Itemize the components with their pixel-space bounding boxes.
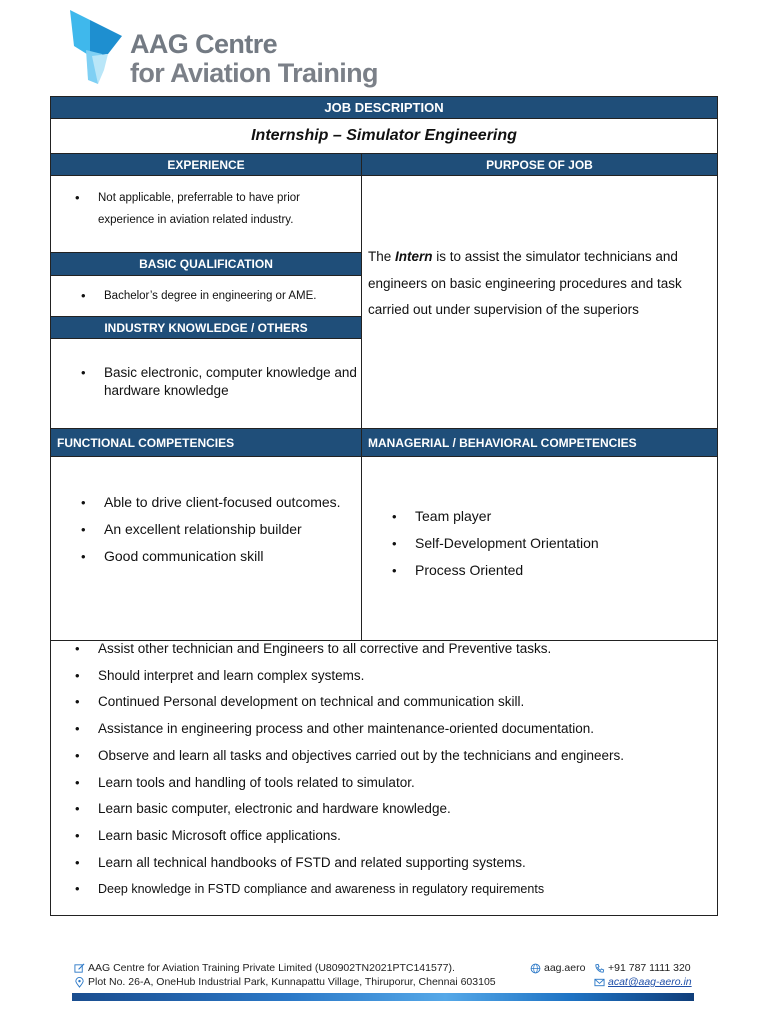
footer-website[interactable]: aag.aero — [544, 962, 586, 974]
list-item: • Assistance in engineering process and other maintenance-oriented documentation. — [51, 716, 711, 743]
list-item: • Self-Development Orientation — [368, 530, 698, 557]
experience-list — [51, 187, 341, 231]
managerial-list — [368, 503, 698, 584]
list-item: • Learn all technical handbooks of FSTD and related supporting systems. — [51, 850, 711, 877]
list-item: • Able to drive client-focused outcomes. — [57, 489, 347, 516]
list-item: • Assist other technician and Engineers to all corrective and Preventive tasks. — [51, 636, 711, 663]
footer-address: Plot No. 26-A, OneHub Industrial Park, Kunnapattu Village, Thiruporur, Chennai 603105 — [88, 976, 496, 988]
responsibilities-list — [51, 636, 711, 903]
list-item: • Team player — [368, 503, 698, 530]
logo-mark-icon — [68, 10, 126, 86]
logo-line-2: for Aviation Training — [130, 58, 378, 88]
list-item: • Deep knowledge in FSTD compliance and awareness in regulatory requirements — [51, 876, 711, 903]
phone-icon — [594, 963, 605, 974]
footer-email[interactable]: acat@aag-aero.in — [608, 976, 692, 988]
list-item: • Learn basic Microsoft office applications. — [51, 823, 711, 850]
list-item: • Good communication skill — [57, 543, 347, 570]
footer-company: AAG Centre for Aviation Training Private Limited (U80902TN2021PTC141577). — [88, 962, 455, 974]
functional-heading: FUNCTIONAL COMPETENCIES — [51, 429, 361, 456]
page-footer — [72, 960, 696, 1004]
list-item: • Learn tools and handling of tools related to simulator. — [51, 770, 711, 797]
functional-list — [57, 489, 347, 570]
job-description-band: JOB DESCRIPTION — [51, 97, 717, 118]
list-item: • Basic electronic, computer knowledge and hardware knowledge — [57, 364, 357, 400]
industry-list — [57, 364, 357, 400]
footer-stripe — [72, 993, 694, 1001]
list-item: • Process Oriented — [368, 557, 698, 584]
list-item: • Observe and learn all tasks and objectives carried out by the technicians and engineers. — [51, 743, 711, 770]
list-item: • Continued Personal development on technical and communication skill. — [51, 689, 711, 716]
list-item: • Should interpret and learn complex systems. — [51, 663, 711, 690]
globe-icon — [530, 963, 541, 974]
job-title: Internship – Simulator Engineering — [251, 127, 517, 144]
intern-emphasis: Intern — [395, 249, 433, 264]
edit-icon — [74, 963, 85, 974]
experience-heading: EXPERIENCE — [51, 154, 361, 175]
managerial-heading: MANAGERIAL / BEHAVIORAL COMPETENCIES — [362, 429, 717, 456]
logo-line-1: AAG Centre — [130, 29, 278, 59]
qualification-list — [57, 285, 347, 307]
industry-heading: INDUSTRY KNOWLEDGE / OTHERS — [51, 317, 361, 338]
qualification-heading: BASIC QUALIFICATION — [51, 253, 361, 275]
job-description-table — [50, 96, 718, 916]
location-pin-icon — [74, 977, 85, 988]
purpose-text: The Intern is to assist the simulator technicians and engineers on basic engineering procedures and task carried out under supervision of the superiors — [368, 249, 682, 318]
purpose-heading: PURPOSE OF JOB — [362, 154, 717, 175]
mail-icon — [594, 977, 605, 988]
list-item: • Learn basic computer, electronic and hardware knowledge. — [51, 796, 711, 823]
list-item: • Bachelor’s degree in engineering or AME. — [57, 285, 347, 307]
list-item: • An excellent relationship builder — [57, 516, 347, 543]
footer-phone: +91 787 1111 320 — [608, 962, 691, 974]
company-logo — [68, 10, 428, 88]
list-item: • Not applicable, preferrable to have prior experience in aviation related industry. — [51, 187, 341, 231]
